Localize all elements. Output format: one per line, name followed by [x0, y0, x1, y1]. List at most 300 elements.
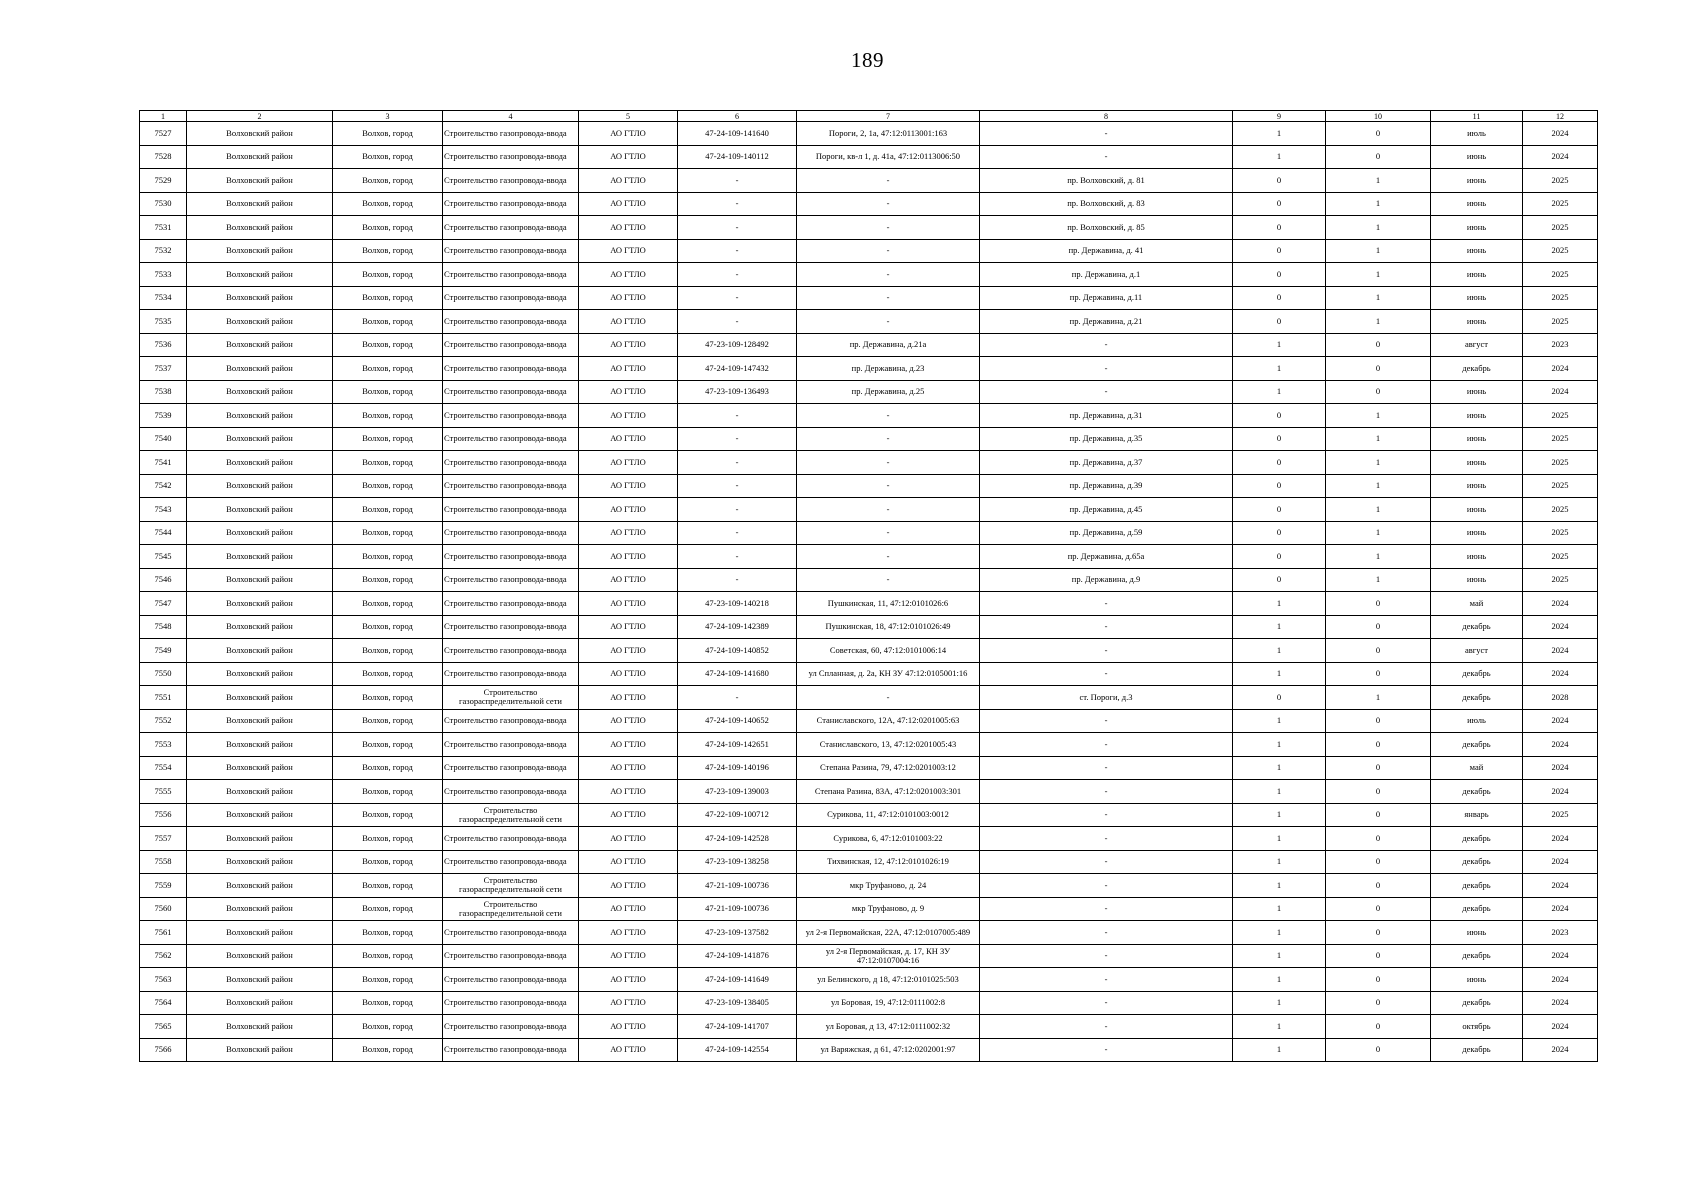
table-body	[140, 111, 1598, 1062]
cell-address-alt: -	[980, 709, 1233, 733]
column-number-4: 4	[443, 111, 579, 122]
cell-application-number: -	[678, 545, 797, 569]
cell-settlement: Волхов, город	[333, 733, 443, 757]
cell-count-b: 0	[1326, 380, 1431, 404]
cell-address-alt: -	[980, 1038, 1233, 1062]
cell-settlement: Волхов, город	[333, 145, 443, 169]
cell-settlement: Волхов, город	[333, 709, 443, 733]
cell-count-a: 1	[1233, 944, 1326, 968]
cell-work-type: Строительство газопровода-ввода	[443, 545, 579, 569]
cell-year: 2024	[1523, 897, 1598, 921]
cell-address-alt: -	[980, 827, 1233, 851]
cell-count-b: 0	[1326, 897, 1431, 921]
table-row	[140, 639, 1598, 663]
cell-work-type: Строительство газопровода-ввода	[443, 427, 579, 451]
cell-organization: АО ГТЛО	[579, 404, 678, 428]
cell-organization: АО ГТЛО	[579, 991, 678, 1015]
cell-row-number: 7557	[140, 827, 187, 851]
cell-count-b: 0	[1326, 968, 1431, 992]
cell-year: 2024	[1523, 1038, 1598, 1062]
cell-settlement: Волхов, город	[333, 803, 443, 827]
table-row	[140, 686, 1598, 710]
cell-settlement: Волхов, город	[333, 216, 443, 240]
table-row	[140, 310, 1598, 334]
column-number-2: 2	[187, 111, 333, 122]
cell-organization: АО ГТЛО	[579, 427, 678, 451]
cell-application-number: -	[678, 474, 797, 498]
cell-address-cadastral: мкр Труфаново, д. 24	[797, 874, 980, 898]
cell-year: 2024	[1523, 756, 1598, 780]
column-number-3: 3	[333, 111, 443, 122]
cell-year: 2025	[1523, 239, 1598, 263]
cell-district: Волховский район	[187, 451, 333, 475]
cell-work-type: Строительство газопровода-ввода	[443, 944, 579, 968]
cell-address-cadastral: -	[797, 286, 980, 310]
cell-month: июль	[1431, 709, 1523, 733]
table-row	[140, 733, 1598, 757]
cell-district: Волховский район	[187, 333, 333, 357]
cell-count-b: 1	[1326, 474, 1431, 498]
table-row	[140, 521, 1598, 545]
cell-address-cadastral: -	[797, 521, 980, 545]
cell-district: Волховский район	[187, 850, 333, 874]
cell-month: декабрь	[1431, 686, 1523, 710]
cell-work-type: Строительство газораспределительной сети	[443, 874, 579, 898]
cell-settlement: Волхов, город	[333, 122, 443, 146]
cell-settlement: Волхов, город	[333, 474, 443, 498]
cell-application-number: 47-23-109-137582	[678, 921, 797, 945]
cell-district: Волховский район	[187, 545, 333, 569]
cell-count-b: 1	[1326, 427, 1431, 451]
cell-organization: АО ГТЛО	[579, 545, 678, 569]
cell-count-b: 1	[1326, 286, 1431, 310]
cell-application-number: -	[678, 169, 797, 193]
cell-address-cadastral: -	[797, 451, 980, 475]
cell-district: Волховский район	[187, 568, 333, 592]
column-number-5: 5	[579, 111, 678, 122]
cell-month: декабрь	[1431, 357, 1523, 381]
cell-year: 2024	[1523, 874, 1598, 898]
cell-address-alt: -	[980, 122, 1233, 146]
cell-year: 2024	[1523, 1015, 1598, 1039]
cell-work-type: Строительство газопровода-ввода	[443, 474, 579, 498]
cell-organization: АО ГТЛО	[579, 639, 678, 663]
cell-count-b: 1	[1326, 545, 1431, 569]
cell-year: 2024	[1523, 639, 1598, 663]
table-row	[140, 380, 1598, 404]
cell-count-b: 0	[1326, 122, 1431, 146]
cell-year: 2028	[1523, 686, 1598, 710]
cell-row-number: 7527	[140, 122, 187, 146]
cell-district: Волховский район	[187, 921, 333, 945]
cell-count-b: 0	[1326, 662, 1431, 686]
table-row	[140, 921, 1598, 945]
cell-month: январь	[1431, 803, 1523, 827]
table-row	[140, 850, 1598, 874]
cell-count-b: 0	[1326, 733, 1431, 757]
cell-row-number: 7528	[140, 145, 187, 169]
cell-count-a: 0	[1233, 427, 1326, 451]
cell-address-cadastral: Станиславского, 13, 47:12:0201005:43	[797, 733, 980, 757]
cell-row-number: 7552	[140, 709, 187, 733]
cell-address-alt: -	[980, 615, 1233, 639]
cell-district: Волховский район	[187, 662, 333, 686]
cell-row-number: 7551	[140, 686, 187, 710]
cell-row-number: 7542	[140, 474, 187, 498]
cell-settlement: Волхов, город	[333, 662, 443, 686]
cell-year: 2025	[1523, 192, 1598, 216]
cell-address-alt: пр. Державина, д. 41	[980, 239, 1233, 263]
cell-month: июнь	[1431, 169, 1523, 193]
cell-work-type: Строительство газопровода-ввода	[443, 639, 579, 663]
cell-work-type: Строительство газопровода-ввода	[443, 1015, 579, 1039]
cell-work-type: Строительство газопровода-ввода	[443, 827, 579, 851]
cell-settlement: Волхов, город	[333, 498, 443, 522]
cell-count-a: 1	[1233, 122, 1326, 146]
cell-year: 2024	[1523, 357, 1598, 381]
cell-count-a: 1	[1233, 874, 1326, 898]
cell-count-b: 1	[1326, 568, 1431, 592]
cell-count-a: 0	[1233, 239, 1326, 263]
cell-count-a: 0	[1233, 521, 1326, 545]
table-row	[140, 451, 1598, 475]
cell-organization: АО ГТЛО	[579, 850, 678, 874]
cell-month: июнь	[1431, 498, 1523, 522]
cell-settlement: Волхов, город	[333, 545, 443, 569]
cell-month: август	[1431, 639, 1523, 663]
cell-address-alt: пр. Державина, д.21	[980, 310, 1233, 334]
cell-count-b: 1	[1326, 310, 1431, 334]
cell-address-cadastral: Станиславского, 12А, 47:12:0201005:63	[797, 709, 980, 733]
cell-district: Волховский район	[187, 498, 333, 522]
cell-application-number: 47-24-109-140196	[678, 756, 797, 780]
cell-row-number: 7549	[140, 639, 187, 663]
cell-count-b: 0	[1326, 850, 1431, 874]
cell-count-b: 0	[1326, 827, 1431, 851]
cell-settlement: Волхов, город	[333, 850, 443, 874]
cell-month: декабрь	[1431, 662, 1523, 686]
cell-month: июнь	[1431, 921, 1523, 945]
cell-settlement: Волхов, город	[333, 169, 443, 193]
cell-month: июнь	[1431, 263, 1523, 287]
cell-address-cadastral: Пороги, 2, 1a, 47:12:0113001:163	[797, 122, 980, 146]
cell-year: 2024	[1523, 145, 1598, 169]
cell-address-cadastral: -	[797, 545, 980, 569]
cell-district: Волховский район	[187, 122, 333, 146]
cell-year: 2024	[1523, 592, 1598, 616]
cell-work-type: Строительство газопровода-ввода	[443, 145, 579, 169]
cell-count-b: 0	[1326, 145, 1431, 169]
cell-address-cadastral: Пушкинская, 11, 47:12:0101026:6	[797, 592, 980, 616]
cell-address-cadastral: мкр Труфаново, д. 9	[797, 897, 980, 921]
cell-address-alt: -	[980, 968, 1233, 992]
cell-district: Волховский район	[187, 474, 333, 498]
cell-row-number: 7540	[140, 427, 187, 451]
column-number-row	[140, 111, 1598, 122]
cell-address-cadastral: ул Спланная, д. 2а, КН ЗУ 47:12:0105001:16	[797, 662, 980, 686]
cell-address-cadastral: Сурикова, 11, 47:12:0101003:0012	[797, 803, 980, 827]
cell-district: Волховский район	[187, 169, 333, 193]
cell-month: декабрь	[1431, 897, 1523, 921]
cell-address-alt: пр. Волховский, д. 85	[980, 216, 1233, 240]
column-number-9: 9	[1233, 111, 1326, 122]
cell-address-alt: -	[980, 592, 1233, 616]
cell-address-alt: пр. Волховский, д. 81	[980, 169, 1233, 193]
cell-address-cadastral: -	[797, 263, 980, 287]
cell-district: Волховский район	[187, 239, 333, 263]
cell-work-type: Строительство газопровода-ввода	[443, 498, 579, 522]
cell-settlement: Волхов, город	[333, 592, 443, 616]
register-table	[139, 110, 1598, 1062]
table-row	[140, 427, 1598, 451]
cell-settlement: Волхов, город	[333, 897, 443, 921]
cell-application-number: 47-24-109-141680	[678, 662, 797, 686]
cell-settlement: Волхов, город	[333, 404, 443, 428]
cell-settlement: Волхов, город	[333, 686, 443, 710]
cell-year: 2025	[1523, 451, 1598, 475]
cell-row-number: 7532	[140, 239, 187, 263]
cell-work-type: Строительство газопровода-ввода	[443, 733, 579, 757]
cell-month: декабрь	[1431, 827, 1523, 851]
cell-settlement: Волхов, город	[333, 874, 443, 898]
cell-work-type: Строительство газопровода-ввода	[443, 850, 579, 874]
cell-organization: АО ГТЛО	[579, 686, 678, 710]
cell-row-number: 7535	[140, 310, 187, 334]
cell-row-number: 7545	[140, 545, 187, 569]
cell-work-type: Строительство газопровода-ввода	[443, 780, 579, 804]
table-row	[140, 239, 1598, 263]
cell-settlement: Волхов, город	[333, 451, 443, 475]
cell-year: 2024	[1523, 944, 1598, 968]
cell-settlement: Волхов, город	[333, 827, 443, 851]
column-number-10: 10	[1326, 111, 1431, 122]
cell-address-cadastral: ул Боровая, д 13, 47:12:0111002:32	[797, 1015, 980, 1039]
cell-row-number: 7550	[140, 662, 187, 686]
cell-count-b: 1	[1326, 404, 1431, 428]
cell-count-b: 0	[1326, 991, 1431, 1015]
cell-address-cadastral: -	[797, 192, 980, 216]
cell-row-number: 7555	[140, 780, 187, 804]
table-row	[140, 216, 1598, 240]
cell-work-type: Строительство газопровода-ввода	[443, 239, 579, 263]
cell-address-alt: пр. Державина, д.65а	[980, 545, 1233, 569]
cell-address-alt: -	[980, 850, 1233, 874]
column-number-12: 12	[1523, 111, 1598, 122]
cell-year: 2023	[1523, 921, 1598, 945]
table-row	[140, 803, 1598, 827]
cell-application-number: 47-23-109-138258	[678, 850, 797, 874]
cell-application-number: 47-24-109-141640	[678, 122, 797, 146]
table-row	[140, 944, 1598, 968]
cell-application-number: 47-21-109-100736	[678, 874, 797, 898]
cell-work-type: Строительство газопровода-ввода	[443, 615, 579, 639]
cell-work-type: Строительство газопровода-ввода	[443, 451, 579, 475]
cell-application-number: 47-23-109-128492	[678, 333, 797, 357]
cell-row-number: 7559	[140, 874, 187, 898]
cell-work-type: Строительство газопровода-ввода	[443, 286, 579, 310]
cell-row-number: 7534	[140, 286, 187, 310]
cell-month: июнь	[1431, 568, 1523, 592]
cell-work-type: Строительство газопровода-ввода	[443, 404, 579, 428]
table-row	[140, 615, 1598, 639]
cell-organization: АО ГТЛО	[579, 568, 678, 592]
cell-organization: АО ГТЛО	[579, 897, 678, 921]
cell-count-a: 0	[1233, 568, 1326, 592]
cell-application-number: -	[678, 310, 797, 334]
cell-organization: АО ГТЛО	[579, 968, 678, 992]
cell-work-type: Строительство газопровода-ввода	[443, 216, 579, 240]
cell-work-type: Строительство газораспределительной сети	[443, 803, 579, 827]
cell-year: 2025	[1523, 474, 1598, 498]
cell-count-a: 0	[1233, 498, 1326, 522]
cell-settlement: Волхов, город	[333, 380, 443, 404]
cell-address-alt: пр. Державина, д.9	[980, 568, 1233, 592]
cell-address-cadastral: ул 2-я Первомайская, д. 17, КН ЗУ 47:12:0107004:16	[797, 944, 980, 968]
cell-address-cadastral: -	[797, 404, 980, 428]
cell-work-type: Строительство газопровода-ввода	[443, 991, 579, 1015]
cell-month: декабрь	[1431, 1038, 1523, 1062]
cell-row-number: 7537	[140, 357, 187, 381]
cell-count-a: 0	[1233, 263, 1326, 287]
cell-organization: АО ГТЛО	[579, 474, 678, 498]
cell-year: 2025	[1523, 286, 1598, 310]
cell-address-alt: ст. Пороги, д.3	[980, 686, 1233, 710]
cell-month: декабрь	[1431, 991, 1523, 1015]
cell-count-a: 1	[1233, 1015, 1326, 1039]
cell-application-number: 47-24-109-147432	[678, 357, 797, 381]
cell-month: май	[1431, 592, 1523, 616]
cell-organization: АО ГТЛО	[579, 310, 678, 334]
cell-application-number: 47-23-109-136493	[678, 380, 797, 404]
cell-count-a: 0	[1233, 310, 1326, 334]
cell-row-number: 7565	[140, 1015, 187, 1039]
cell-district: Волховский район	[187, 521, 333, 545]
cell-count-a: 1	[1233, 592, 1326, 616]
cell-year: 2024	[1523, 122, 1598, 146]
cell-address-cadastral: Советская, 60, 47:12:0101006:14	[797, 639, 980, 663]
cell-application-number: 47-24-109-142528	[678, 827, 797, 851]
cell-count-a: 1	[1233, 897, 1326, 921]
cell-application-number: -	[678, 239, 797, 263]
column-number-1: 1	[140, 111, 187, 122]
cell-settlement: Волхов, город	[333, 1015, 443, 1039]
cell-address-cadastral: пр. Державина, д.21а	[797, 333, 980, 357]
cell-district: Волховский район	[187, 780, 333, 804]
cell-month: июнь	[1431, 545, 1523, 569]
cell-row-number: 7544	[140, 521, 187, 545]
cell-count-a: 1	[1233, 357, 1326, 381]
cell-work-type: Строительство газораспределительной сети	[443, 686, 579, 710]
cell-count-b: 1	[1326, 263, 1431, 287]
cell-address-cadastral: ул Варяжская, д 61, 47:12:0202001:97	[797, 1038, 980, 1062]
cell-application-number: -	[678, 686, 797, 710]
cell-address-cadastral: ул 2-я Первомайская, 22А, 47:12:0107005:489	[797, 921, 980, 945]
cell-work-type: Строительство газопровода-ввода	[443, 357, 579, 381]
table-row	[140, 333, 1598, 357]
cell-address-alt: -	[980, 1015, 1233, 1039]
cell-count-b: 0	[1326, 357, 1431, 381]
cell-application-number: 47-24-109-140112	[678, 145, 797, 169]
cell-month: июнь	[1431, 192, 1523, 216]
cell-row-number: 7564	[140, 991, 187, 1015]
cell-count-b: 0	[1326, 333, 1431, 357]
cell-district: Волховский район	[187, 404, 333, 428]
cell-year: 2025	[1523, 216, 1598, 240]
cell-work-type: Строительство газопровода-ввода	[443, 921, 579, 945]
cell-work-type: Строительство газопровода-ввода	[443, 122, 579, 146]
cell-organization: АО ГТЛО	[579, 944, 678, 968]
cell-organization: АО ГТЛО	[579, 1015, 678, 1039]
cell-address-cadastral: -	[797, 568, 980, 592]
cell-year: 2025	[1523, 545, 1598, 569]
cell-settlement: Волхов, город	[333, 357, 443, 381]
cell-month: июнь	[1431, 239, 1523, 263]
cell-address-alt: пр. Державина, д.11	[980, 286, 1233, 310]
cell-organization: АО ГТЛО	[579, 357, 678, 381]
cell-settlement: Волхов, город	[333, 1038, 443, 1062]
cell-district: Волховский район	[187, 263, 333, 287]
cell-work-type: Строительство газопровода-ввода	[443, 1038, 579, 1062]
cell-address-alt: пр. Волховский, д. 83	[980, 192, 1233, 216]
table-row	[140, 1015, 1598, 1039]
cell-count-a: 0	[1233, 216, 1326, 240]
cell-organization: АО ГТЛО	[579, 662, 678, 686]
cell-address-cadastral: -	[797, 474, 980, 498]
cell-count-a: 0	[1233, 545, 1326, 569]
cell-organization: АО ГТЛО	[579, 333, 678, 357]
cell-organization: АО ГТЛО	[579, 592, 678, 616]
cell-month: июнь	[1431, 521, 1523, 545]
cell-application-number: 47-24-109-141649	[678, 968, 797, 992]
cell-settlement: Волхов, город	[333, 991, 443, 1015]
cell-settlement: Волхов, город	[333, 427, 443, 451]
table-row	[140, 404, 1598, 428]
cell-organization: АО ГТЛО	[579, 169, 678, 193]
cell-count-a: 1	[1233, 1038, 1326, 1062]
cell-row-number: 7538	[140, 380, 187, 404]
cell-count-b: 0	[1326, 709, 1431, 733]
cell-address-alt: пр. Державина, д.1	[980, 263, 1233, 287]
cell-district: Волховский район	[187, 827, 333, 851]
cell-address-cadastral: Степана Разина, 79, 47:12:0201003:12	[797, 756, 980, 780]
cell-settlement: Волхов, город	[333, 192, 443, 216]
cell-count-a: 0	[1233, 686, 1326, 710]
page-number: 189	[851, 48, 884, 72]
cell-district: Волховский район	[187, 733, 333, 757]
cell-address-alt: -	[980, 944, 1233, 968]
cell-application-number: 47-23-109-140218	[678, 592, 797, 616]
cell-work-type: Строительство газопровода-ввода	[443, 380, 579, 404]
cell-address-alt: -	[980, 991, 1233, 1015]
cell-row-number: 7561	[140, 921, 187, 945]
cell-organization: АО ГТЛО	[579, 733, 678, 757]
cell-address-alt: -	[980, 803, 1233, 827]
cell-count-a: 0	[1233, 451, 1326, 475]
table-row	[140, 874, 1598, 898]
cell-address-alt: -	[980, 357, 1233, 381]
cell-address-alt: -	[980, 639, 1233, 663]
table-row	[140, 1038, 1598, 1062]
cell-count-a: 0	[1233, 404, 1326, 428]
cell-month: декабрь	[1431, 850, 1523, 874]
table-row	[140, 498, 1598, 522]
cell-address-cadastral: -	[797, 427, 980, 451]
cell-application-number: -	[678, 216, 797, 240]
cell-settlement: Волхов, город	[333, 921, 443, 945]
cell-organization: АО ГТЛО	[579, 216, 678, 240]
cell-count-a: 1	[1233, 756, 1326, 780]
cell-organization: АО ГТЛО	[579, 192, 678, 216]
